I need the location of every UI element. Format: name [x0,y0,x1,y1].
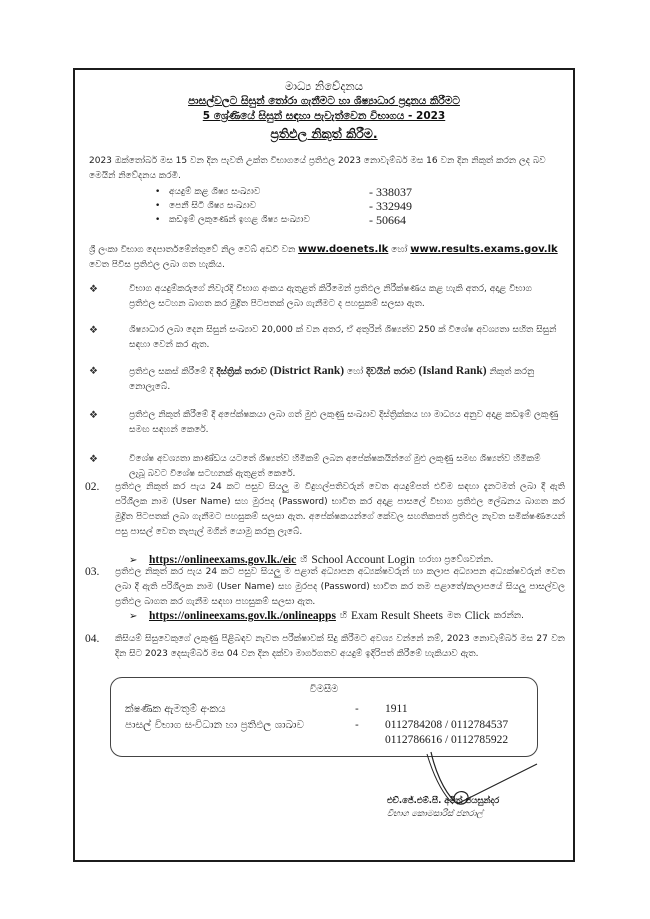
inquiry-dash: - [355,703,359,715]
password-term: (Password) [320,582,370,592]
bullet-text: ප්‍රතිඵල නිකුත් කිරීමේ දී අපේක්ෂකයා ලබා ගත් මුළු ලකුණු සංඛ්‍යාව දිස්ත්‍රික්කය හා මාධ්‍යය අනුව අදාළ කඩඉම් ලකුණු සමඟ සඳහන් කෙරේ. [129,410,559,435]
stat-row [155,185,412,199]
results-release-heading: ප්‍රතිඵල නිකුත් කිරීම. [270,126,378,141]
section-02 [85,480,565,540]
username-term: (User Name) [172,497,231,507]
hotline-number: 1911 [385,703,408,715]
school-account-login-label: School Account Login [311,554,415,566]
island-rank-term: දිවයින් තරාව [366,367,416,377]
inquiry-label: ක්ෂණික ඇමතුම් අංකය [125,703,226,715]
bullet-item [89,323,559,353]
diamond-bullet-icon: ❖ [89,325,98,336]
eic-link[interactable]: https://onlineexams.gov.lk./eic [149,554,297,566]
bullet-item [89,408,559,438]
text-part: සහ මුරපද [278,582,318,592]
text-part: ප්‍රතිඵල නිකුත් කර පැය 24 කට පසුව සියලු ම විදුහල්පතිවරුන් වෙත අයදුම්පත් එවීම සඳහා දැනටමත් ලබා දී ඇති පරිශීලක නාම [115,482,565,507]
inquiry-dash: - [355,719,359,731]
bullet-text [129,364,559,395]
inquiry-box [110,677,538,757]
subtitle-line-2: 5 ශ්‍රේණියේ සිසුන් සඳහා පැවැත්වෙන විභාගය - 2023 [202,110,446,122]
exam-result-sheets-label: Exam Result Sheets [351,610,444,622]
text-part: ප්‍රතිඵල නිකුත් කර පැය 24 කට පසුව සියලු ම පළාත් අධ්‍යාපන අධ්‍යක්ෂවරුන් හා කලාප අධ්‍යාපන අධ්‍යක්ෂවරුන් වෙත ලබා දී ඇති පරිශීලක නාම [115,567,565,592]
bullet-item [89,364,559,395]
websites-paragraph [89,242,559,273]
media-release-title: මාධ්‍ය නිවේදනය [284,79,364,93]
section-number: 02. [85,481,100,493]
section-text [115,565,565,610]
text-part: මත [447,611,461,621]
inquiry-row-branch [125,718,508,733]
section-04 [85,632,565,662]
signatory-title: විභාග කොමසාරිස් ජනරාල් [387,809,483,819]
text-part: හෝ [347,367,364,377]
stat-value: - 50664 [369,212,406,227]
text-part: හි [339,611,348,621]
signatory-name: එච්.ජේ.එම්.සී. අමිත් ජයසුන්දර [387,796,500,806]
stat-value: - 332949 [369,198,412,213]
stat-label: පෙනී සිටි ශිෂ්‍ය සංඛ්‍යාව [169,201,257,211]
stats-list [155,185,412,227]
text-part: ප්‍රතිඵල සකස් කිරීමේ දී [129,367,214,377]
district-rank-en: (District Rank) [269,365,345,377]
stat-row [155,199,412,213]
spacer [125,733,355,748]
diamond-bullet-icon: ❖ [89,410,98,421]
onlineapps-link-line [129,610,524,622]
document-frame [73,68,575,862]
island-rank-en: (Island Rank) [418,365,487,377]
diamond-bullet-icon: ❖ [89,454,98,465]
click-label: Click [464,610,490,622]
bullet-icon: • [155,187,161,197]
bullet-icon: • [155,201,161,211]
text-part: නිකුත් කරනු නොලැබේ. [129,367,535,392]
bullet-icon: • [155,215,161,225]
arrow-bullet-icon: ➢ [129,610,138,622]
subtitle-line-1: පාසල්වලට සිසුන් තෝරා ගැනීමට හා ශිෂ්‍යාධාර ප්‍රදානය කිරීමට [188,95,460,107]
bullet-item [89,452,559,482]
text-part: භාවිත කර තම පළාතේ/කලාපයේ සියලු පාසල්වල ප්‍රතිඵල බාගත කර ගැනීම සඳහා පහසුකම් සලසා ඇත. [115,582,565,607]
inquiry-row-branch-2 [125,733,508,748]
signature-block [387,795,499,821]
stat-label: කඩඉම් ලකුණෙන් ඉහළ ශිෂ්‍ය සංඛ්‍යාව [169,215,310,225]
diamond-bullet-icon: ❖ [89,284,98,295]
bullet-item [89,282,559,312]
bullet-text: විශේෂ අවශ්‍යතා කාණ්ඩය යටතේ ශිෂ්‍යත්ව හිමිකම් ලබන අපේක්ෂකයින්ගේ මුළු ලකුණු සමඟ ශිෂ්‍යත්ව හිමිකම් ලැබූ බවට විශේෂ සටහනක් ඇතුළත් කෙරේ. [129,454,541,479]
websites-text-after: වෙත පිවිස ප්‍රතිඵල ලබා ගත හැකිය. [89,260,225,270]
text-part: කරන්න. [493,611,524,621]
bullet-text: ශිෂ්‍යාධාර ලබා දෙන සිසුන් සංඛ්‍යාව 20,000 ක් වන අතර, ඒ අතුරින් ශිෂ්‍යත්ව 250 ක් විශේෂ අවශ්‍යතා සහිත සිසුන් සඳහා වෙන් කර ඇත. [129,325,557,350]
bullet-text: විභාග අයදුම්කරුගේ නිවැරදි විභාග අංකය ඇතුළත් කිරීමෙන් ප්‍රතිඵල නිරීක්ෂණය කළ හැකි අතර, අදාළ විභාග ප්‍රතිඵල සටහන බාගත කර මුද්‍රිත පිටපතක් ලබා ගැනීමට ද පහසුකම් සලසා ඇත. [129,284,532,309]
text-part: හි [300,555,308,565]
text-part: සහ මුරපද [234,497,275,507]
onlineapps-link[interactable]: https://onlineexams.gov.lk./onlineapps [149,610,336,622]
section-text: කිසියම් සිසුවෙකුගේ ලකුණු පිළිබඳව නැවත පරීක්ෂාවක් සිදු කිරීමට අවශ්‍ය වන්නේ නම්, 2023 නොවැම්බර් මස 27 වන දින සිට 2023 දෙසැම්බර් මස 04 වන දින දක්වා මාර්ගගතව අයදුම් ඉදිරිපත් කිරීමේ හැකියාව ඇත. [115,634,565,659]
inquiry-label: පාසල් විභාග සංවිධාන හා ප්‍රතිඵල ශාඛාව [125,719,305,731]
spacer [355,733,385,748]
stat-label: අයදුම් කළ ශිෂ්‍ය සංඛ්‍යාව [169,187,261,197]
intro-paragraph: 2023 ඔක්තෝබර් මස 15 වන දින පැවති උක්ත විභාගයේ ප්‍රතිඵල 2023 නොවැම්බර් මස 16 වන දින නිකුත් කරන ලද බව මෙයින් නිවේදනය කරමි. [89,156,546,181]
section-text [115,480,565,540]
district-rank-term: දිස්ත්‍රික් තරාව [216,367,267,377]
inquiry-title: විමසීම [309,684,339,695]
section-number: 04. [85,633,100,645]
branch-phone-numbers-2: 0112786616 / 0112785922 [385,734,509,746]
text-part: භාවිත කර අදාළ පාසලේ විභාග ප්‍රතිඵල ලේඛනය බාගත කර මුද්‍රිත පිටපතක් ලබා ගැනීමට පහසුකම් සලසා ඇත. අපේක්ෂකයන්ගේ කේවල සහතිකපත් ප්‍රතිඵල නැවත සමීක්ෂණයෙන් පසු පාසල් වෙත තැපැල් මගින් යොමු කරනු ලැබේ. [115,497,565,537]
section-03 [85,565,565,610]
arrow-bullet-icon: ➢ [129,554,138,566]
inquiry-row-hotline [125,702,408,717]
doenets-link[interactable]: www.doenets.lk [298,244,389,255]
section-number: 03. [85,566,100,578]
text-part: හරහා ප්‍රවේශවන්න. [418,555,494,565]
stat-row [155,213,412,227]
diamond-bullet-icon: ❖ [89,366,98,377]
username-term: (User Name) [216,582,275,592]
websites-or: හෝ [391,245,408,255]
results-link[interactable]: www.results.exams.gov.lk [410,244,558,255]
stat-value: - 338037 [369,184,412,199]
websites-text: ශ්‍රී ලංකා විභාග දෙපාර්තමේන්තුවේ නිල වෙබ් අඩවි වන [89,245,296,255]
password-term: (Password) [278,497,328,507]
branch-phone-numbers: 0112784208 / 0112784537 [385,719,509,731]
document-header [75,78,573,143]
